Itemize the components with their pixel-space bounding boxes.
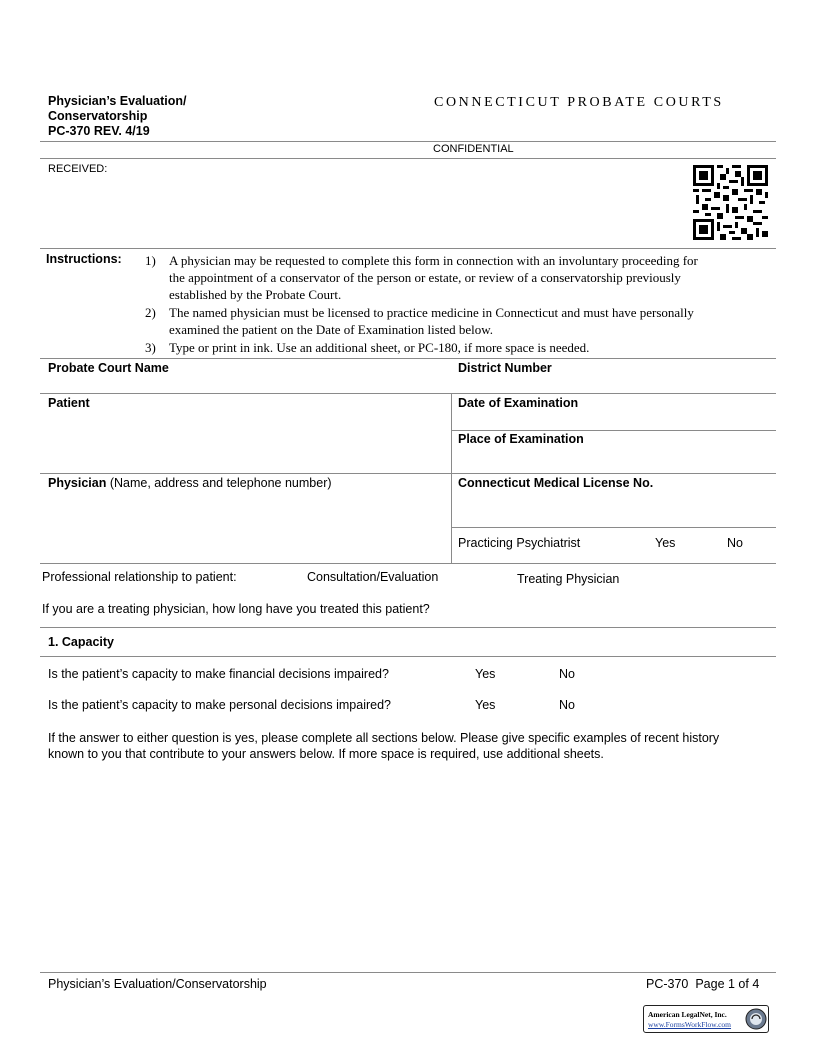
instruction-1-line: established by the Probate Court. [169,287,342,302]
instruction-1-number: 1) [145,253,156,268]
instruction-3-number: 3) [145,340,156,355]
instruction-2 [169,304,694,338]
place-of-examination-field[interactable]: Place of Examination [458,432,584,446]
instruction-1-line: the appointment of a conservator of the person or estate, or review of a conservatorship previously [169,270,681,285]
instruction-2-line: The named physician must be licensed to practice medicine in Connecticut and must have personally [169,305,694,320]
instruction-3-line: Type or print in ink. Use an additional sheet, or PC-180, if more space is needed. [169,340,590,355]
instruction-1 [169,252,698,303]
physician-label: Physician [48,476,107,490]
personal-capacity-question: Is the patient’s capacity to make personal decisions impaired? [48,698,392,712]
logo-url: www.FormsWorkFlow.com [648,1020,732,1029]
section-divider [40,656,776,657]
treating-physician-option[interactable]: Treating Physician [517,572,620,586]
license-number-field[interactable]: Connecticut Medical License No. [458,476,654,490]
capacity-note-line: If the answer to either question is yes, please complete all sections below. Please give specific examples of recent history [48,731,720,745]
date-of-examination-field[interactable]: Date of Examination [458,396,579,410]
row-divider [451,527,776,528]
form-title [48,94,186,139]
instruction-3 [169,339,589,356]
row-divider [40,473,776,474]
instruction-2-line: examined the patient on the Date of Examination listed below. [169,322,494,337]
consultation-evaluation-option[interactable]: Consultation/Evaluation [307,570,439,584]
row-divider [40,393,776,394]
practicing-psychiatrist-label: Practicing Psychiatrist [458,536,581,550]
footer-form-title: Physician’s Evaluation/Conservatorship [48,977,267,991]
instructions-label: Instructions: [46,252,122,266]
physician-note: (Name, address and telephone number) [109,476,332,490]
financial-capacity-question: Is the patient’s capacity to make financial decisions impaired? [48,667,389,681]
personal-yes-option[interactable]: Yes [475,698,496,712]
capacity-note [48,730,719,762]
court-name: CONNECTICUT PROBATE COURTS [434,95,724,110]
capacity-note-line: known to you that contribute to your answers below. If more space is required, use additional sheets. [48,747,604,761]
personal-no-option[interactable]: No [559,698,575,712]
footer-divider [40,972,776,973]
row-divider [40,563,776,564]
received-label: RECEIVED: [48,163,108,175]
instruction-2-number: 2) [145,305,156,320]
probate-court-name-field[interactable]: Probate Court Name [48,361,169,375]
relationship-label: Professional relationship to patient: [42,570,237,584]
footer-page-number: PC-370 Page 1 of 4 [646,977,760,991]
qr-code-icon [693,165,768,240]
form-number: PC-370 REV. 4/19 [48,124,150,138]
financial-no-option[interactable]: No [559,667,575,681]
form-title-line1: Physician’s Evaluation/ [48,94,187,108]
district-number-field[interactable]: District Number [458,361,552,375]
confidential-divider [40,158,776,159]
psychiatrist-no-option[interactable]: No [727,536,743,550]
capacity-heading: 1. Capacity [48,635,115,649]
instructions-divider [40,248,776,249]
patient-field[interactable]: Patient [48,396,90,410]
physician-field[interactable] [48,476,332,490]
instruction-1-line: A physician may be requested to complete this form in connection with an involuntary proceeding for [169,253,698,268]
treatment-duration-question[interactable]: If you are a treating physician, how long have you treated this patient? [42,602,430,616]
form-title-line2: Conservatorship [48,109,148,123]
globe-icon [745,1008,767,1030]
column-divider [451,393,452,564]
row-divider [451,430,776,431]
fields-top-divider [40,358,776,359]
header-divider [40,141,776,142]
logo-company: American LegalNet, Inc. [648,1010,727,1019]
financial-yes-option[interactable]: Yes [475,667,496,681]
section-divider [40,627,776,628]
psychiatrist-yes-option[interactable]: Yes [655,536,676,550]
legalnet-logo[interactable] [643,1005,769,1033]
confidential-label: CONFIDENTIAL [433,143,514,155]
